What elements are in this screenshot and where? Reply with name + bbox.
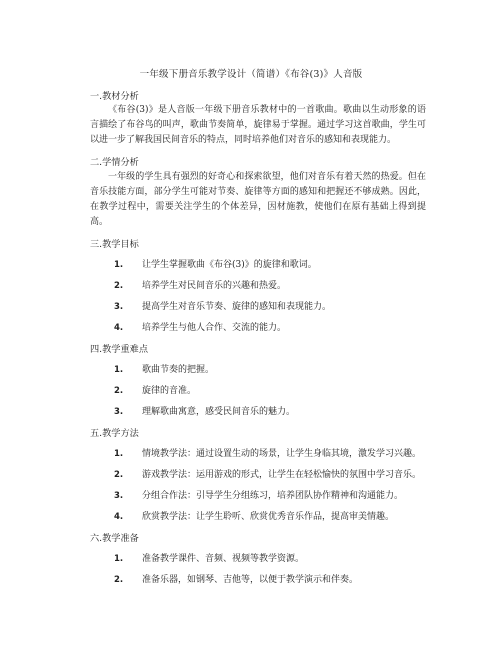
list-item	[114, 509, 394, 522]
section-heading-teaching-methods: 五.教学方法	[90, 428, 139, 439]
list-item-text: 培养学生与他人合作、交流的能力。	[142, 323, 287, 333]
list-item	[114, 299, 331, 312]
list-item-text: 准备乐器，如钢琴、吉他等，以便于教学演示和伴奏。	[142, 575, 359, 585]
list-item-text: 理解歌曲寓意，感受民间音乐的魅力。	[142, 407, 296, 417]
list-item-text: 分组合作法：引导学生分组练习，培养团队协作精神和沟通能力。	[142, 491, 404, 501]
list-item-number: 2.	[114, 470, 124, 480]
list-item-number: 4.	[114, 512, 124, 522]
section-heading-student-analysis: 二.学情分析	[90, 157, 139, 168]
list-item-number: 4.	[114, 323, 124, 333]
list-item-number: 2.	[114, 386, 124, 396]
list-item	[114, 488, 403, 501]
section-heading-key-points: 四.教学重难点	[90, 344, 149, 355]
list-item-number: 3.	[114, 302, 124, 312]
list-item	[114, 446, 421, 459]
list-item-number: 3.	[114, 407, 124, 417]
list-item-number: 2.	[114, 575, 124, 585]
section-heading-textbook-analysis: 一.教材分析	[90, 91, 139, 102]
list-item-text: 准备教学课件、音频、视频等教学资源。	[142, 554, 305, 564]
list-item	[114, 572, 358, 585]
section-paragraph-student-analysis: 一年级的学生具有强烈的好奇心和探索欲望，他们对音乐有着天然的热爱。但在音乐技能方面，部分学生可能对节奏、旋律等方面的感知和把握还不够成熟。因此，在教学过程中，需要关注学生的个体差异，因材施教，使他们在原有基础上得到提高。	[90, 172, 426, 227]
list-item-number: 2.	[114, 281, 124, 291]
list-item	[114, 404, 295, 417]
list-item-text: 情境教学法：通过设置生动的场景，让学生身临其境，激发学习兴趣。	[142, 449, 422, 459]
section-heading-teaching-preparation: 六.教学准备	[90, 533, 139, 544]
list-item-text: 旋律的音准。	[142, 386, 197, 396]
list-item	[114, 257, 317, 270]
list-item	[114, 362, 214, 375]
list-item	[114, 551, 304, 564]
list-item-number: 1.	[114, 260, 124, 270]
list-item-number: 1.	[114, 554, 124, 564]
list-item-text: 欣赏教学法：让学生聆听、欣赏优秀音乐作品，提高审美情趣。	[142, 512, 395, 522]
list-item	[114, 383, 196, 396]
list-item-text: 歌曲节奏的把握。	[142, 365, 215, 375]
list-item-text: 游戏教学法：运用游戏的形式，让学生在轻松愉快的氛围中学习音乐。	[142, 470, 422, 480]
section-paragraph-textbook-analysis: 《布谷(3)》是人音版一年级下册音乐教材中的一首歌曲。歌曲以生动形象的语言描绘了布谷鸟的叫声，歌曲节奏简单，旋律易于掌握。通过学习这首歌曲，学生可以进一步了解我国民间音乐的特点，同时培养他们对音乐的感知和表现能力。	[90, 105, 426, 145]
section-heading-teaching-goals: 三.教学目标	[90, 239, 139, 250]
list-item-text: 培养学生对民间音乐的兴趣和热爱。	[142, 281, 287, 291]
list-item	[114, 278, 286, 291]
list-item-text: 提高学生对音乐节奏、旋律的感知和表现能力。	[142, 302, 332, 312]
list-item	[114, 320, 286, 333]
list-item-number: 1.	[114, 365, 124, 375]
document-title: 一年级下册音乐教学设计（简谱）《布谷(3)》人音版	[139, 69, 363, 80]
list-item	[114, 467, 421, 480]
list-item-number: 3.	[114, 491, 124, 501]
list-item-number: 1.	[114, 449, 124, 459]
list-item-text: 让学生掌握歌曲《布谷(3)》的旋律和歌词。	[142, 260, 317, 270]
